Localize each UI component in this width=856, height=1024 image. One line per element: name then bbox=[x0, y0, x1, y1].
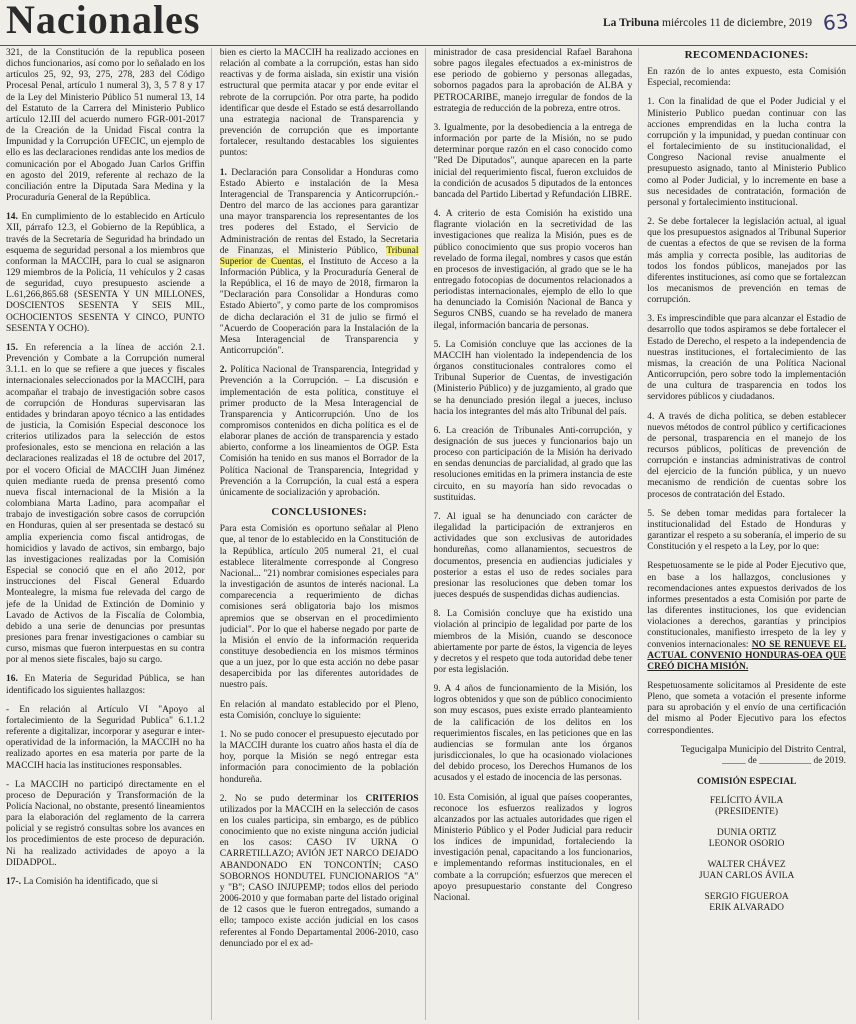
paragraph: 9. A 4 años de funcionamiento de la Misión, los logros obtenidos y que son de público conocimiento son muy escasos, pues existe errado planteamiento de la calificación de los delitos en los requerimientos fiscales, en las peticiones que en las audiencias se formulan ante los órganos jurisdiccionales, lo que ha ocasionado violaciones del debido proceso, los Derechos Humanos de los acusados y el estado de inocencia de las personas. bbox=[433, 684, 633, 784]
resolution-text: NO SE RENUEVE EL ACTUAL CONVENIO HONDURAS-OEA QUE CREÓ DICHA MISIÓN. bbox=[647, 639, 846, 672]
signatory-name: DUNIA ORTIZ bbox=[716, 828, 777, 839]
paragraph-text: Respetuosamente se le pide al Poder Ejecutivo que, en base a los hallazgos, conclusiones y recomendaciones antes expuestos derivados de los informes presentados a esta Comisión por parte de las diferentes instituciones, los que evidencian violaciones a derechos, garantías y principios constitucionales, manifiesto irrespeto de la ley y convenios internacionales: bbox=[647, 561, 846, 650]
paragraph-number: 17-. bbox=[6, 876, 21, 887]
signature-block bbox=[647, 828, 846, 850]
signatory-name: FELÍCITO ÁVILA bbox=[709, 796, 784, 807]
page-number: 63 bbox=[821, 8, 850, 36]
paragraph-text: En Materia de Seguridad Pública, se han identificado los siguientes hallazgos: bbox=[6, 674, 205, 696]
column-4 bbox=[647, 48, 852, 1020]
paragraph-number: 14. bbox=[6, 212, 18, 223]
paragraph-number: 2. bbox=[219, 365, 227, 376]
paragraph: ministrador de casa presidencial Rafael Barahona sobre pagos ilegales efectuados a ex-ministros de ese periodo de gobierno y personas allegadas, sobornos pagados para la aprobación de ALBA y PETROCARIBE, manejo irregular de fondos de la estrategia de reducción de la pobreza, entre otros. bbox=[433, 48, 633, 114]
paragraph: 4. A criterio de esta Comisión ha existido una flagrante violación en la secretividad de las investigaciones que realiza la Misión, pues es de público conocimiento que sus propio voceros han revelado de forma ilegal, nombres y casos que están en procesos de investigación, al grado que se le ha entregado fotocopias de documentos relacionados a periodistas internacionales, ejemplo de ello lo que ha denunciado la Comisión Nacional de Banca y Seguros CNBS, cuando se ha revelado de manera ilegal, información bancaria de personas. bbox=[433, 209, 633, 331]
highlighted-text: Tribunal Superior de Cuentas bbox=[219, 245, 419, 267]
signatory-name: LEONOR OSORIO bbox=[708, 839, 785, 850]
paragraph: 5. La Comisión concluye que las acciones de la MACCIH han violentado la independencia de los órganos constitucionales contralores como el Tribunal Superior de Cuentas, de investigación (Ministerio Público) y de juzgamiento, al grado que se ha denunciado presión ilegal a jueces, incluso hacia los integrantes del más alto Tribunal del país. bbox=[433, 339, 633, 417]
paragraph bbox=[6, 212, 205, 335]
paragraph: 7. Al igual se ha denunciado con carácter de ilegalidad la participación de extranjeros en actividades que son exclusivas de autoridades hondureñas, como allanamientos, secuestros de documentos, presencia en audiencias judiciales y posterior a estas el uso de redes sociales para presionar las resoluciones que deben tomar los jueces después de suspendidas dichas audiencias. bbox=[433, 511, 633, 601]
paragraph: - La MACCIH no participó directamente en el proceso de Depuración y Transformación de la Policía Nacional, no obstante, presentó lineamientos para la elaboración del reglamento de la carrera policial y se registró consultas sobre los avances en los procedimientos de este proceso de depuración. Ni ha realizado actividades de apoyo a la DIDADPOL. bbox=[6, 779, 205, 868]
paragraph bbox=[220, 794, 419, 950]
column-2 bbox=[220, 48, 426, 1020]
paragraph: En razón de lo antes expuesto, esta Comisión Especial, recomienda: bbox=[647, 67, 846, 89]
signature-title: COMISIÓN ESPECIAL bbox=[696, 777, 797, 788]
paragraph bbox=[6, 343, 205, 667]
paragraph-text: En cumplimiento de lo establecido en Artículo XII, párrafo 12.3, el Gobierno de la República, a través de la Secretaría de Seguridad ha brindado un esquema de seguridad personal a los miembros que conforman la MACCIH, para lo cual se asignaron 129 miembros de la Policía, 11 vehículos y 2 casas de seguridad, cuyo presupuesto asciende a L.61,266,865.68 (SESENTA Y UN MILLONES, DOSCIENTOS SESENTA Y SEIS MIL, OCHOCIENTOS SESENTA Y CINCO, PUNTO SESENTA Y OCHO). bbox=[6, 212, 205, 334]
paragraph-text: 2. No se pudo determinar los bbox=[219, 793, 366, 804]
signature-block bbox=[647, 860, 846, 882]
recomendaciones-heading: RECOMENDACIONES: bbox=[684, 49, 809, 61]
paragraph-number: 16. bbox=[6, 674, 18, 685]
paragraph: 5. Se deben tomar medidas para fortalecer la institucionalidad del Estado de Honduras y garantizar el respeto a su soberanía, el imperio de su Constitución y el respeto a la Ley, por lo que: bbox=[647, 508, 846, 553]
article-columns bbox=[6, 48, 852, 1020]
signatory-name: ERIK ALVARADO bbox=[709, 903, 784, 914]
paragraph-text: La Comisión ha identificado, que si bbox=[20, 876, 159, 887]
newspaper-name: La Tribuna bbox=[602, 17, 660, 29]
signatory-name: WALTER CHÁVEZ bbox=[707, 860, 786, 871]
paragraph: 6. La creación de Tribunales Anti-corrupción, y designación de sus jueces y funcionarios bajo un proceso con participación de la Misión ha derivado en sendas denuncias de parcialidad, al grado que las resoluciones emitidas en la primera instancia de este circuito, en su mayoría han sido revocadas o sustituidas. bbox=[433, 425, 633, 503]
paragraph: 10. Esta Comisión, al igual que países cooperantes, reconoce los esfuerzos realizados y logros alcanzados por las actuales autoridades que rigen el Ministerio Público y el Poder Judicial para reducir los índices de impunidad, fortaleciendo la investigación penal, capacitando a los funcionarios, e implementando reformas institucionales, en el combate a la corrupción; esfuerzos que merecen el apoyo presupuestario constante del Congreso Nacional. bbox=[433, 792, 633, 903]
paragraph bbox=[220, 365, 419, 499]
header-info bbox=[603, 17, 812, 29]
paragraph-text: En referencia a la línea de acción 2.1. Prevención y Combate a la Corrupción numeral 3.1.1. en lo que se refiere a que jueces y fiscales internacionales seleccionados por la MACCIH, para acompañar el trabajo de investigación sobre casos de corrupción de Honduras supervisaran las entidades y brindaran apoyo técnico a las entidades de justicia, la Comisión Especial desconoce los criterios utilizados para la selección de estos profesionales, esto se menciona en relación a las declaraciones realizadas el 18 de octubre del 2017, por el vocero Oficial de MACCIH Juan Jiménez quien mediante rueda de prensa presentó como nueva fiscal internacional de la Misión a la colombiana Marta Ladino, para acompañar el trabajo de investigación sobre casos de corrupción en Honduras, quien al ser presentada se destacó su amplia experiencia como fiscal antidrogas, de homicidios y lavado de activos, sin embargo, bajo las investigaciones realizadas por la Comisión Especial se conoció que en el año 2012, por instrucciones del Fiscal General Eduardo Montealegre, la misma fue relevada del cargo de jefe de la Unidad de Extinción de Dominio y Lavado de Activos de la Fiscalía de Colombia, debido a una serie de denuncias por presuntas presiones para frenar investigaciones o cambiar su curso, mismas que fueron interpuestas en su contra por al menos siete fiscales, bajo su cargo. bbox=[6, 342, 205, 666]
paragraph: 1. Con la finalidad de que el Poder Judicial y el Ministerio Publico puedan continuar con las acciones emprendidas en la lucha contra la corrupción y la impunidad, y puedan continuar con el fortalecimiento de su institucionalidad, el Congreso Nacional revise anualmente el presupuesto asignado, tanto al Ministerio Publico como al Poder Judicial, y lo incremente en base a sus necesidades de contratación, formación de personal y fortalecimiento institucional. bbox=[647, 97, 846, 208]
issue-date: miércoles 11 de diciembre, 2019 bbox=[662, 17, 812, 29]
conclusiones-heading: CONCLUSIONES: bbox=[271, 506, 367, 519]
paragraph-number: 15. bbox=[6, 342, 18, 353]
paragraph: 3. Igualmente, por la desobediencia a la entrega de información por parte de la Misión, no se pudo determinar porque razón en el caso conocido como "Red De Diputados", aunque aparecen en la parte inicial del requerimiento fiscal, fueron excluidos de la condición de acusados 5 diputados de la entonces bancada del Partido Libertad y Refundación LIBRE. bbox=[433, 122, 633, 200]
place-line: Tegucigalpa Municipio del Distrito Central, bbox=[680, 744, 846, 755]
paragraph: bien es cierto la MACCIH ha realizado acciones en relación al combate a la corrupción, estas han sido reactivas y de forma aislada, sin existir una visión estructural que permita atacar y por ende evitar el rebrote de la corrupción. Por otra parte, ha podido identificar que desde el Estado se está desarrollando una estrategia nacional de Transparencia y prevención de corrupción que es importante fortalecer, resultando destacables los siguientes puntos: bbox=[219, 48, 419, 159]
paragraph: 321, de la Constitución de la republica poseen dichos funcionarios, así como por lo señalado en los artículos 25, 92, 93, 275, 278, 283 del Código Procesal Penal, artículo 1 numeral 3), 3, 5 7 8 y 17 de la Ley del Ministerio Público 51 numeral 13, 14 del Estatuto de la Carrera del Ministerio Publico artículo 12.III del acuerdo numero FGR-001-2017 de la Creación de la Unidad Fiscal contra la Impunidad y la Corrupción UFECIC, un ejemplo de ello es las declaraciones rendidas ante los medios de comunicación por el Abogado Juan Carlos Griffin en agosto del 2019, referente al rechazo de la conciliación entre la Diputada Sara Medina y la Procuraduría General de la República. bbox=[6, 48, 205, 204]
section-title: Nacionales bbox=[6, 0, 201, 42]
paragraph: 3. Es imprescindible que para alcanzar el Estadio de desarrollo que todos aspiramos se debe fortalecer el Estado de Derecho, el respeto a la independencia de nuestras instituciones, el fortalecimiento de las mismas, la creación de una Política Nacional Anticorrupción, pero sobre todo la implementación de una cultura de trasparencia en todos los servidores públicos y ciudadanos. bbox=[647, 314, 846, 403]
masthead bbox=[0, 0, 856, 46]
column-1 bbox=[6, 48, 212, 1020]
paragraph-text: Declaración para Consolidar a Honduras como Estado Abierto e instalación de la Mesa Interagencial de Transparencia y Anticorrupción.- Dentro del marco de las acciones para garantizar una mayor transparencia los representantes de los tres poderes del Estado, el Servicio de Administración de rentas del Estado, la Secretaria de Finanzas, el Ministerio Público, bbox=[219, 167, 419, 256]
paragraph bbox=[6, 877, 205, 888]
paragraph: 4. A través de dicha política, se deben establecer nuevos métodos de control público y certificaciones de personal, trasparencia en el manejo de los recursos públicos, políticas de prevención de corrupción e instancias administrativas de control del ejercicio de la función pública, y un nuevo mecanismo de rendición de cuentas sobre los procesos de contratación del Estado. bbox=[647, 411, 846, 500]
signature-block bbox=[647, 796, 846, 818]
paragraph: 8. La Comisión concluye que ha existido una violación al principio de legalidad por parte de los miembros de la Misión, cuando se desconoce abiertamente por parte de éstos, la vigencia de leyes y decretos y el respeto que toda autoridad debe tener por esta legislación. bbox=[433, 609, 633, 675]
paragraph: Para esta Comisión es oportuno señalar al Pleno que, al tenor de lo establecido en la Constitución de la República, artículo 205 numeral 21, el cual establece literalmente corresponde al Congreso Nacional... "21) nombrar comisiones especiales para la investigación de asuntos de interés nacional. La comparecencia a requerimiento de dichas comisiones será obligatoria bajo los mismos apremios que se observan en el procedimiento judicial". Por lo que el haberse negado por parte de la Misión el envío de la información requerida constituye desobediencia en los mismos términos que a un juez, por lo que esta acción no debe pasar desapercibida por las diferentes autoridades de nuestro país. bbox=[219, 524, 419, 691]
paragraph: - En relación al Artículo VI "Apoyo al fortalecimiento de la Seguridad Publica" 6.1.1.2 referente a digitalizar, incorporar y asegurar e inter-operatividad de la información, la MACCIH no ha realizado aportes en esa materia por parte de la MACCIH hacia las instituciones responsables. bbox=[6, 704, 205, 771]
paragraph bbox=[6, 674, 205, 696]
signatory-name: SERGIO FIGUEROA bbox=[704, 892, 789, 903]
paragraph-number: 1. bbox=[219, 167, 227, 178]
date-line: _____ de ___________ de 2019. bbox=[722, 755, 846, 766]
signature-block bbox=[647, 892, 846, 914]
paragraph bbox=[647, 561, 846, 673]
signatory-name: JUAN CARLOS ÁVILA bbox=[698, 871, 795, 882]
paragraph bbox=[220, 168, 419, 358]
emphasis-text: CRITERIOS bbox=[365, 793, 419, 804]
paragraph-text: Política Nacional de Transparencia, Integridad y Prevención a la Corrupción. – La discusión e implementación de esta política, constituye el primer producto de la Mesa Interagencial de Transparencia y Anticorrupción. Uno de los compromisos contenidos en dicha política es el de elaborar planes de acción de transparencia y estado abierto, conforme a los lineamientos de OGP. Esta Comisión ha tenido en sus manos el Borrador de la Política Nacional de Transparencia, Integridad y Prevención a la Corrupción, la cual está a espera únicamente de socialización y aprobación. bbox=[219, 365, 419, 498]
column-3 bbox=[434, 48, 640, 1020]
paragraph: En relación al mandato establecido por el Pleno, esta Comisión, concluye lo siguiente: bbox=[219, 699, 419, 721]
paragraph: 1. No se pudo conocer el presupuesto ejecutado por la MACCIH durante los cuatro años hasta el día de hoy, porque la Misión se negó entregar esta información para conocimiento de la población hondureña. bbox=[219, 729, 419, 785]
paragraph-text: utilizados por la MACCIH en la selección de casos en los cuales participa, sin embargo, es de público conocimiento que no existe ninguna acción judicial en los casos: CASO IV URNA O CARRETILLAZO; AVIÓN JET NARCO DEJADO ABANDONADO EN TONCONTÍN; CASO SOBORNOS HONDUTEL FUNCIONARIOS "A" y "B"; CASO INJUPEMP; todos ellos del periodo 2006-2010 y que formaban parte del listado original de 12 casos que le fueron entregados, sumando a ello; tampoco existe acción judicial en los casos referentes al Fondo Departamental 2006-2010, caso denunciado por el ex ad- bbox=[219, 804, 419, 949]
paragraph: 2. Se debe fortalecer la legislación actual, al igual que los presupuestos asignados al Tribunal Superior de cuentas a efectos de que se revisen de la forma más amplia y correcta posible, las auditorias de todos los fondos públicos, manejados por las diferentes instituciones, así como que se fortalezcan los mecanismos de prevención en temas de corrupción. bbox=[647, 217, 846, 306]
paragraph-text: , el Instituto de Acceso a la Información Pública, y la Procuraduría General de la República, el 16 de mayo de 2018, firmaron la "Declaración para Consolidar a Honduras como Estado Abierto", y como parte de los compromisos de dicha declaración el 31 de julio se firmó el "Acuerdo de Cooperación para la Instalación de la Mesa Interagencial de Transparencia y Anticorrupción". bbox=[219, 256, 419, 357]
paragraph: Respetuosamente solicitamos al Presidente de este Pleno, que someta a votación el presente informe para su aprobación y el envío de una certificación del mismo al Poder Ejecutivo para los efectos correspondientes. bbox=[647, 680, 846, 736]
signatory-role: (PRESIDENTE) bbox=[715, 807, 779, 818]
